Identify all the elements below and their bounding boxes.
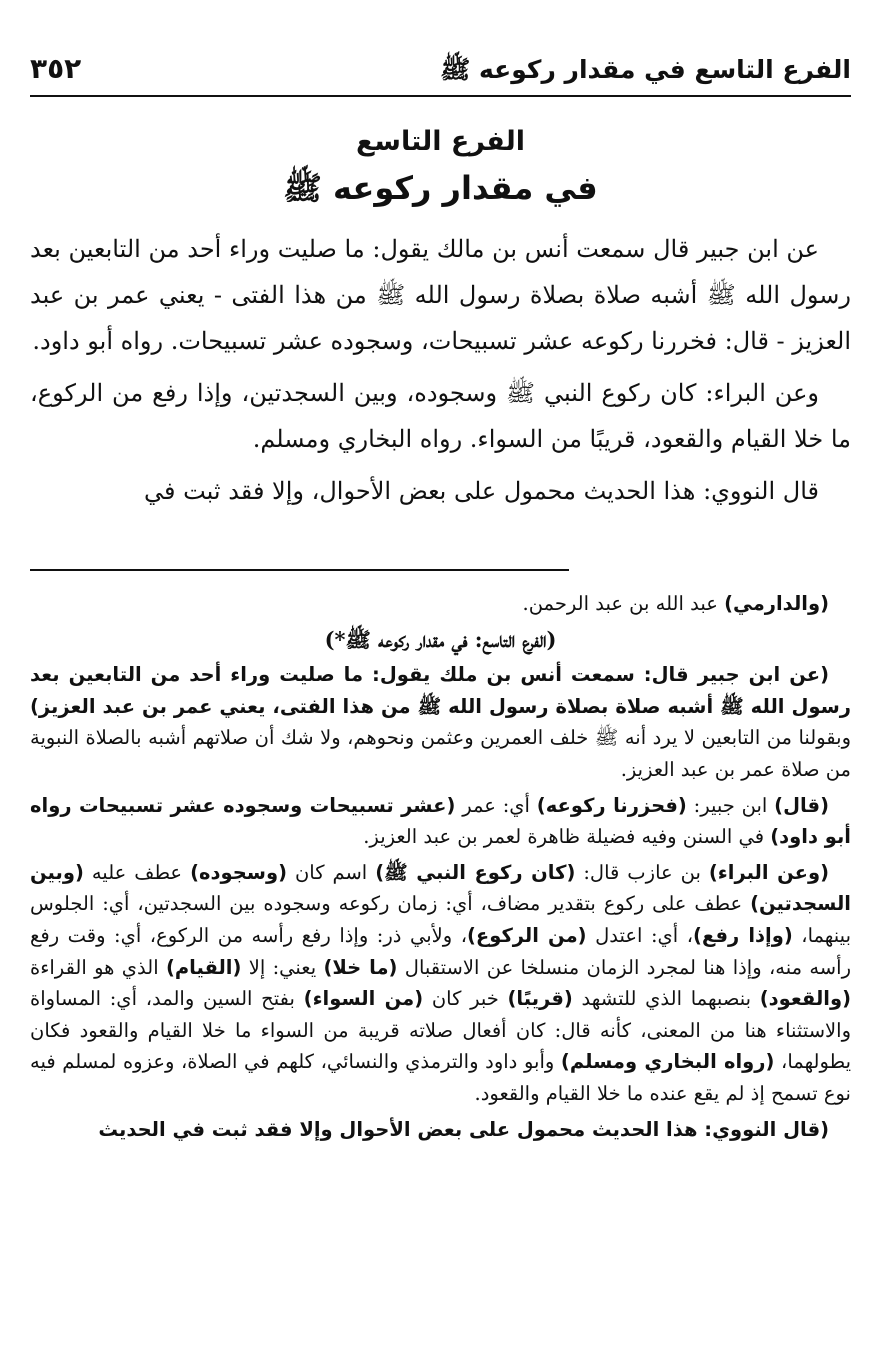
commentary-text: عطف عليه — [83, 860, 191, 884]
section-subtitle: في مقدار ركوعه ﷺ — [283, 169, 598, 207]
header-rule — [30, 95, 851, 97]
commentary-paragraph-3 — [30, 659, 851, 785]
commentary-lemma: (قريبًا) — [507, 987, 573, 1011]
commentary-paragraph-4 — [30, 790, 851, 853]
commentary-lemma: (قال) — [774, 793, 829, 817]
commentary-text: ، أي: اعتدل — [586, 923, 694, 947]
commentary-text: عطف على ركوع بتقدير مضاف، أي: زمان ركوعه وسجوده بين السجدتين، أي: الجلوس بينهما، — [30, 892, 851, 947]
main-paragraph-1: عن ابن جبير قال سمعت أنس بن مالك يقول: ما صليت وراء أحد من التابعين بعد رسول الله ﷺ أشبه صلاة بصلاة رسول الله ﷺ من هذا الفتى - يعني عمر بن عبد العزيز - قال: فخررنا ركوعه عشر تسبيحات، وسجوده عشر تسبيحات. رواه أبو داود. — [30, 235, 851, 355]
main-text — [30, 226, 851, 520]
page-number: ٣٥٢ — [30, 52, 82, 85]
commentary-paragraph-1 — [30, 588, 851, 620]
commentary-lemma: (فحزرنا ركوعه) — [536, 793, 687, 817]
commentary-paragraph-5 — [30, 857, 851, 1110]
commentary-text: اسم كان — [286, 860, 376, 884]
commentary-section-heading: (الفرع التاسع: في مقدار ركوعه ﷺ*) — [324, 626, 557, 652]
section-heading — [30, 124, 851, 212]
commentary-text: عبد الله بن عبد الرحمن. — [522, 592, 725, 615]
commentary-text: ابن جبير: — [686, 793, 775, 817]
commentary-text: خبر كان — [423, 987, 508, 1011]
commentary-text: الذي هو القراءة — [30, 955, 166, 979]
running-header — [30, 50, 851, 90]
commentary-lemma: (ما خلا) — [323, 955, 398, 979]
main-paragraph-3: قال النووي: هذا الحديث محمول على بعض الأحوال، وإلا فقد ثبت في — [143, 477, 819, 505]
commentary-lemma: (عشر تسبيحات وسجوده عشر تسبيحات رواه أبو داود) — [30, 793, 851, 849]
section-title: الفرع التاسع — [355, 126, 525, 157]
commentary-text: بنصبهما الذي للتشهد — [572, 987, 760, 1011]
commentary-lemma: (رواه البخاري ومسلم) — [560, 1050, 775, 1074]
commentary-paragraph-6 — [30, 1114, 851, 1146]
commentary-lemma: (وسجوده) — [190, 860, 287, 884]
running-title: الفرع التاسع في مقدار ركوعه ﷺ — [440, 55, 851, 84]
commentary-lemma: (القيام) — [165, 955, 242, 979]
commentary-lemma: (من الركوع) — [467, 923, 587, 947]
commentary-text: بفتح السين والمد، أي: المساواة والاستثناء هنا من المعنى، كأنه قال: كان أفعال صلاته قريبة من السواء ما خلا القيام والقعود فكان يطولهما، — [30, 987, 851, 1074]
commentary-lemma: (من السواء) — [303, 987, 424, 1011]
commentary-text: أي: عمر — [455, 793, 537, 817]
commentary-lemma: (والدارمي) — [724, 592, 829, 615]
main-paragraph-2: وعن البراء: كان ركوع النبي ﷺ وسجوده، وبين السجدتين، وإذا رفع من الركوع، ما خلا القيام والقعود، قريبًا من السواء. رواه البخاري ومسلم. — [30, 379, 851, 453]
commentary-text: وبقولنا من التابعين لا يرد أنه ﷺ خلف العمرين وعثمن ونحوهم، ولا شك أن صلاتهم أشبه بالصلاة النبوية من صلاة عمر بن عبد العزيز. — [30, 726, 851, 781]
commentary-lemma: (قال النووي: هذا الحديث محمول على بعض الأحوال وإلا فقد ثبت في الحديث — [98, 1117, 829, 1141]
footnote-separator — [30, 569, 569, 571]
commentary-lemma: (وعن البراء) — [708, 860, 830, 884]
commentary-lemma: (كان ركوع النبي ﷺ) — [375, 860, 576, 884]
commentary-text: في السنن وفيه فضيلة ظاهرة لعمر بن عبد العزيز. — [363, 825, 771, 849]
commentary-text: يعني: إلا — [241, 955, 324, 979]
commentary-text: ، ولأبي ذر: وإذا رفع رأسه من الركوع، أي: وقت رفع رأسه منه، وإذا هنا لمجرد الزمان منسلخا عن الاستقبال — [30, 923, 851, 979]
commentary-lemma: (وبين السجدتين) — [30, 860, 851, 916]
commentary-text: بن عازب قال: — [575, 860, 709, 884]
commentary-text: وأبو داود والترمذي والنسائي، كلهم في الصلاة، وعزوه لمسلم فيه نوع تسمح إذ لم يقع عنده ما خلا القيام والقعود. — [30, 1050, 851, 1105]
commentary-lemma: (وإذا رفع) — [693, 923, 793, 947]
commentary — [30, 588, 851, 1149]
commentary-lemma: (والقعود) — [759, 987, 851, 1011]
commentary-lemma: (عن ابن جبير قال: سمعت أنس بن ملك يقول: ما صليت وراء أحد من التابعين بعد رسول الله ﷺ أشبه صلاة بصلاة رسول الله ﷺ من هذا الفتى، يعني عمر بن عبد العزيز) — [30, 663, 851, 718]
